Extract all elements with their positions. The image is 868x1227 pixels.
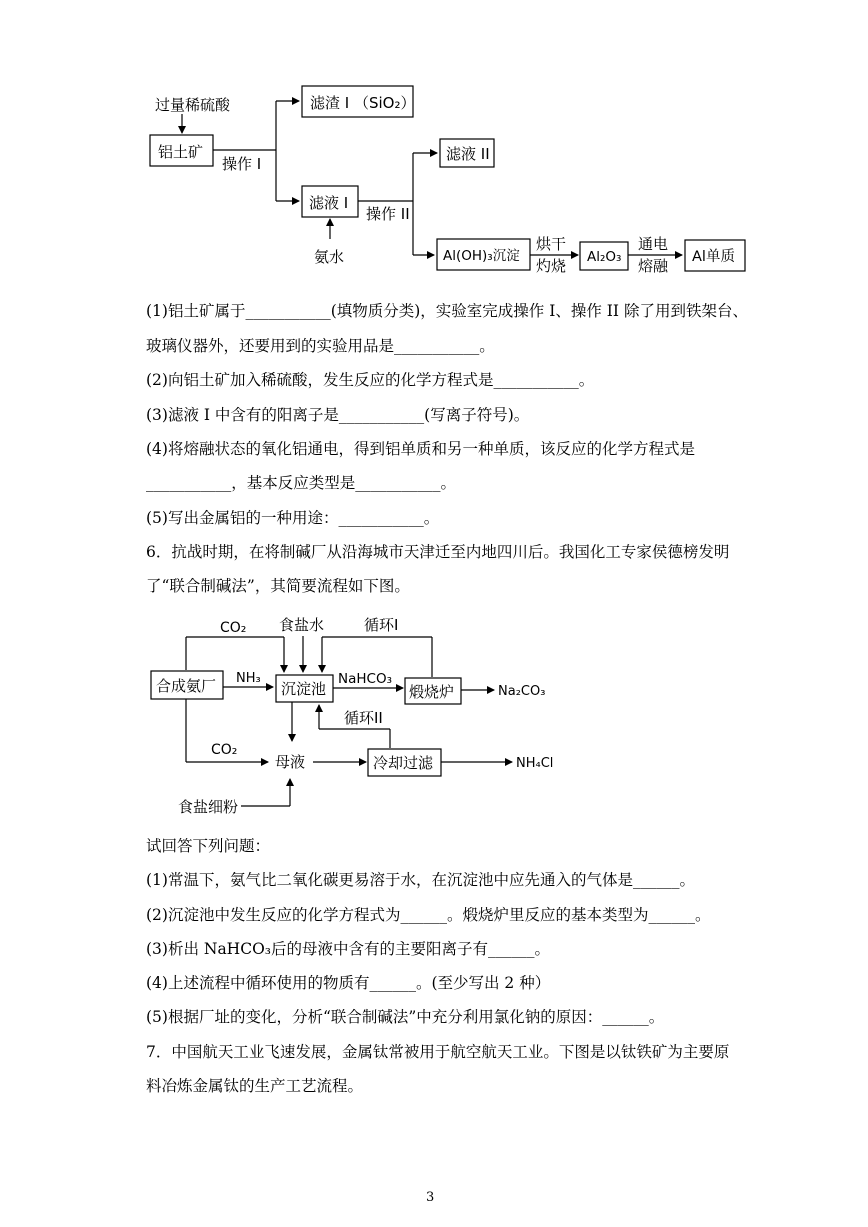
- label-alumina: Al₂O₃: [587, 249, 622, 265]
- label-co2-top: CO₂: [220, 620, 247, 636]
- q5-line-6: ___________，基本反应类型是___________。: [146, 474, 457, 492]
- label-bauxite: 铝土矿: [158, 143, 204, 161]
- q5-line-7: (5)写出金属铝的一种用途：___________。: [146, 509, 440, 527]
- label-aluminum: Al单质: [692, 249, 735, 265]
- label-dilute-sulfuric-acid: 过量稀硫酸: [155, 96, 231, 114]
- label-residue-1: 滤渣 I （SiO₂）: [310, 94, 416, 112]
- q5-line-3: (2)向铝土矿加入稀硫酸，发生反应的化学方程式是___________。: [146, 371, 595, 389]
- label-cycle-2: 循环II: [344, 709, 383, 727]
- label-calcining-furnace: 煅烧炉: [409, 683, 455, 701]
- label-calcine: 灼烧: [536, 257, 567, 275]
- label-ammonia-plant: 合成氨厂: [156, 677, 217, 695]
- label-dry: 烘干: [536, 235, 567, 253]
- page-number: 3: [426, 1190, 435, 1205]
- q6-intro-line-1: 6．抗战时期，在将制碱厂从沿海城市天津迁至内地四川后。我国化工专家侯德榜发明: [146, 543, 730, 561]
- label-salt-water: 食盐水: [279, 616, 325, 634]
- label-filtrate-1: 滤液 I: [309, 194, 349, 212]
- label-filtrate-2: 滤液 II: [446, 145, 490, 163]
- label-nh4cl: NH₄Cl: [516, 756, 554, 771]
- label-nh3: NH₃: [236, 671, 261, 686]
- label-cooling-filtration: 冷却过滤: [373, 754, 434, 772]
- q5-line-2: 玻璃仪器外，还要用到的实验用品是___________。: [146, 337, 495, 355]
- label-co2-bottom: CO₂: [211, 742, 238, 758]
- q5-line-5: (4)将熔融状态的氧化铝通电，得到铝单质和另一种单质，该反应的化学方程式是: [146, 440, 695, 458]
- q6-line-4: (3)析出 NaHCO₃后的母液中含有的主要阳离子有______。: [146, 940, 550, 958]
- q6-intro-line-2: 了“联合制碱法”，其简要流程如下图。: [146, 577, 410, 595]
- q6-line-6: (5)根据厂址的变化，分析“联合制碱法”中充分利用氯化钠的原因：______。: [146, 1008, 665, 1026]
- soda-process-diagram: [151, 616, 553, 816]
- label-cycle-1: 循环I: [364, 616, 399, 634]
- q6-line-2: (1)常温下，氨气比二氧化碳更易溶于水，在沉淀池中应先通入的气体是______。: [146, 871, 695, 889]
- q6-line-5: (4)上述流程中循环使用的物质有______。(至少写出 2 种）: [146, 974, 551, 992]
- q7-line-1: 7．中国航天工业飞速发展，金属钛常被用于航空航天工业。下图是以钛铁矿为主要原: [146, 1043, 730, 1061]
- q5-line-1: (1)铝土矿属于___________(填物质分类)，实验室完成操作 I、操作 II 除了用到铁架台、: [146, 302, 748, 320]
- label-molten: 熔融: [638, 257, 669, 275]
- label-salt-powder: 食盐细粉: [178, 798, 239, 816]
- bauxite-flow-diagram: [150, 86, 745, 275]
- label-settling-tank: 沉淀池: [281, 680, 327, 698]
- q6-line-3: (2)沉淀池中发生反应的化学方程式为______。煅烧炉里反应的基本类型为______。: [146, 906, 711, 924]
- label-ammonia-water: 氨水: [314, 248, 345, 266]
- q7-line-2: 料冶炼金属钛的生产工艺流程。: [146, 1077, 364, 1095]
- q5-line-4: (3)滤液 I 中含有的阳离子是___________(写离子符号)。: [146, 406, 530, 424]
- q6-line-1: 试回答下列问题：: [146, 837, 271, 855]
- label-electrolysis: 通电: [638, 235, 669, 253]
- label-na2co3: Na₂CO₃: [498, 684, 546, 699]
- label-operation-1: 操作 I: [222, 155, 262, 173]
- label-aluminum-hydroxide: Al(OH)₃沉淀: [443, 248, 520, 264]
- label-nahco3: NaHCO₃: [338, 671, 392, 687]
- label-operation-2: 操作 II: [366, 205, 410, 223]
- label-mother-liquor: 母液: [275, 753, 306, 771]
